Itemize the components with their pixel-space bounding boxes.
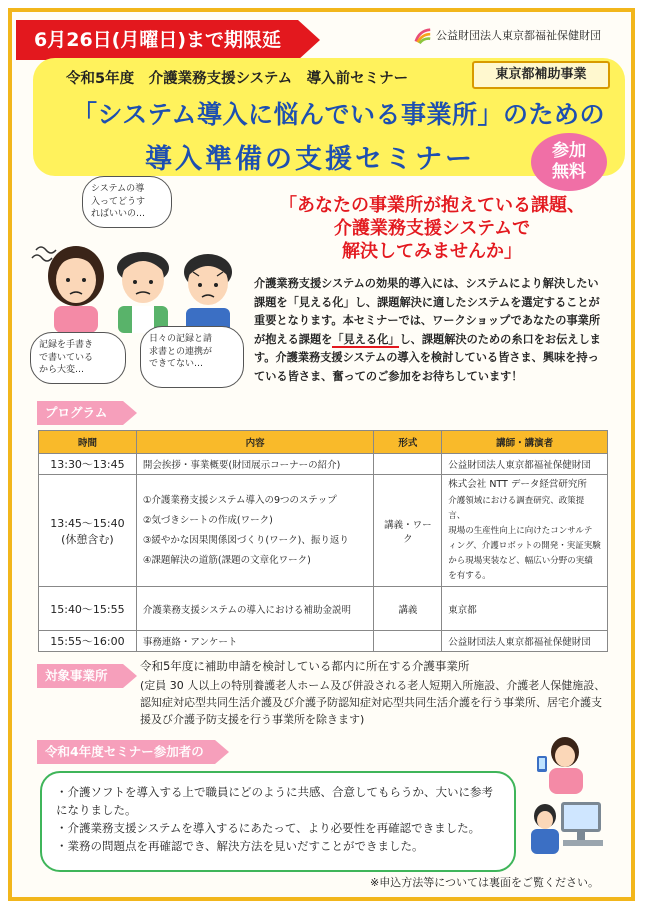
catch-line: 解決してみませんか」: [342, 241, 522, 262]
man-at-computer-illustration: [527, 796, 607, 854]
title-line-2: 導入準備の支援セミナー: [145, 144, 475, 175]
worry-bubble-2-line: で書いている: [39, 352, 94, 363]
cell-speaker: 公益財団法人東京都福祉保健財団: [442, 631, 608, 652]
table-header-row: [39, 431, 608, 454]
speaker-desc: を有する。: [448, 571, 491, 581]
program-section-label: プログラム: [37, 401, 123, 425]
speaker-desc: から現場実装など、幅広い分野の実績: [448, 556, 593, 566]
worry-bubble-3-line: 求書との連携が: [149, 346, 213, 357]
worry-bubble-1-line: 入ってどうす: [91, 196, 146, 207]
intro-text-part1: 介護業務支援システムの効果的導入には、システムにより解決したい課題を「見える化」し、課題解決に適したシステムを選定することが重要となります。本セミナーでは、ワークショップであなたの事業所が抱える課題を: [254, 277, 601, 346]
worry-bubble-2: [30, 332, 126, 384]
foundation-logo-icon: [414, 27, 432, 45]
cell-time: 13:30〜13:45: [39, 454, 137, 475]
cell-format: 講義・ワーク: [374, 475, 442, 587]
free-badge-line2: 無料: [552, 162, 586, 182]
header-content: 内容: [136, 431, 374, 454]
worry-bubble-1: [82, 176, 172, 228]
content-step: ①介護業務支援システム導入の9つのステップ: [142, 494, 337, 506]
header-format: 形式: [374, 431, 442, 454]
cell-format: [374, 454, 442, 475]
org-name: 公益財団法人東京都福祉保健財団: [436, 29, 601, 42]
voice-section-label: 令和4年度セミナー参加者の: [37, 740, 215, 764]
cell-time-note: (休憩含む): [61, 532, 114, 546]
cell-speaker: 公益財団法人東京都福祉保健財団: [442, 454, 608, 475]
table-row: [39, 587, 608, 631]
table-row: [39, 454, 608, 475]
speaker-desc: 介護領域における調査研究、政策提言、: [448, 496, 585, 521]
cell-time: 15:40〜15:55: [39, 587, 137, 631]
worry-bubble-3-line: できてない…: [149, 359, 204, 369]
cell-speaker: 東京都: [442, 587, 608, 631]
voice-item: ・業務の問題点を再確認でき、解決方法を見いだすことができました。: [56, 839, 424, 853]
cell-time: [39, 475, 137, 587]
voice-item: ・介護ソフトを導入する上で職員にどのように共感、合意してもらうか、大いに参考になりました。: [56, 785, 493, 817]
worry-bubble-2-line: 記録を手書き: [39, 340, 94, 350]
worried-staff-illustration: [28, 228, 258, 333]
intro-emphasis: 「見える化」: [332, 332, 400, 346]
cell-content: 事務連絡・アンケート: [136, 631, 374, 652]
catch-line: 介護業務支援システムで: [333, 218, 531, 239]
voice-item: ・介護業務支援システムを導入するにあたって、より必要性を再確認できました。: [56, 821, 481, 835]
worry-bubble-1-line: システムの導: [91, 184, 145, 194]
seminar-subtitle: 令和5年度 介護業務支援システム 導入前セミナー: [66, 71, 409, 87]
cell-time: 15:55〜16:00: [39, 631, 137, 652]
content-step: ②気づきシートの作成(ワーク): [142, 514, 273, 526]
footer-note: ※申込方法等については裏面をご覧ください。: [370, 876, 599, 889]
woman-with-phone-illustration: [527, 734, 597, 794]
cell-format: [374, 631, 442, 652]
table-row: [39, 631, 608, 652]
cell-content: 開会挨拶・事業概要(財団展示コーナーの紹介): [136, 454, 374, 475]
worry-bubble-2-line: から大変…: [39, 365, 85, 375]
speaker-desc: ィング、介護ロボットの開発・実証実験: [448, 541, 601, 551]
content-step: ④課題解決の道筋(課題の文章化ワーク): [142, 554, 311, 566]
free-badge-line1: 参加: [552, 141, 586, 161]
target-detail: (定員 30 人以上の特別養護老人ホーム及び併設される老人短期入所施設、介護老人保健施設、認知症対応型共同生活介護及び介護予防認知症対応型共同生活介護を行う事業所、居宅介護支援及び介護予防支援を行う事業所を除きます): [140, 679, 606, 726]
target-description: [140, 658, 610, 728]
cell-content: 介護業務支援システムの導入における補助金説明: [136, 587, 374, 631]
catch-line: 「あなたの事業所が抱えている課題、: [279, 195, 585, 216]
deadline-banner: 6月26日(月曜日)まで期限延: [16, 20, 298, 60]
subsidy-badge: 東京都補助事業: [472, 61, 610, 89]
free-badge: [531, 133, 607, 191]
program-table: [38, 430, 608, 652]
worry-bubble-3-line: 日々の記録と請: [149, 334, 213, 344]
table-row: [39, 475, 608, 587]
intro-text-part2: し、課題解決のための糸口をお伝えします。介護業務支援システムの導入を検討している皆さま、興味を持っている皆さま、奮ってのご参加をお待ちしています！: [254, 332, 601, 383]
speaker-name: 株式会社 NTT データ経営研究所: [448, 479, 587, 490]
header-time: 時間: [39, 431, 137, 454]
org-header: [414, 24, 608, 48]
title-line-1: 「システム導入に悩んでいる事業所」のための: [72, 100, 606, 129]
header-speaker: 講師・講演者: [442, 431, 608, 454]
cell-time-range: 13:45〜15:40: [50, 516, 125, 530]
worry-bubble-1-line: ればいいの…: [91, 209, 146, 219]
cell-format: 講義: [374, 587, 442, 631]
speaker-desc: 現場の生産性向上に向けたコンサルテ: [448, 526, 593, 536]
worry-bubble-3: [140, 326, 244, 388]
catch-copy: [266, 194, 598, 263]
participant-voices-box: [40, 771, 516, 872]
cell-speaker: [442, 475, 608, 587]
target-line: 令和5年度に補助申請を検討している都内に所在する介護事業所: [140, 659, 470, 673]
target-section-label: 対象事業所: [37, 664, 123, 688]
intro-text: [254, 275, 606, 386]
content-step: ③緩やかな因果関係図づくり(ワーク)、振り返り: [142, 534, 349, 546]
cell-content: [136, 475, 374, 587]
